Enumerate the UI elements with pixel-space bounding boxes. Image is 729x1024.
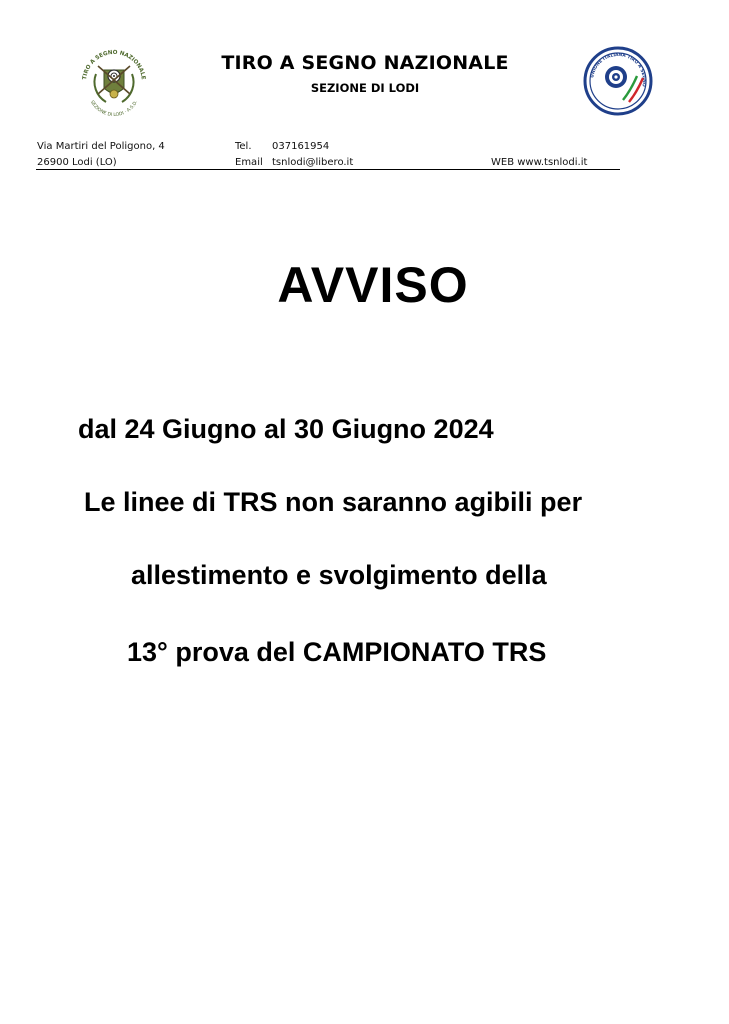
email-label: Email [235,157,263,168]
notice-line-2: allestimento e svolgimento della [131,560,547,590]
address-line-2: 26900 Lodi (LO) [37,157,117,168]
org-subtitle: SEZIONE DI LODI [310,81,420,95]
header-divider [36,169,620,170]
svg-text:TIRO A SEGNO NAZIONALE: TIRO A SEGNO NAZIONALE [82,49,146,81]
notice-heading: AVVISO [277,257,469,313]
tel-label: Tel. [235,141,252,152]
tel-value: 037161954 [272,141,330,152]
notice-dates: dal 24 Giugno al 30 Giugno 2024 [78,414,494,444]
tsn-lodi-emblem-icon [72,46,156,116]
svg-text:UNIONE ITALIANA TIRO A SEGNO: UNIONE ITALIANA TIRO A SEGNO [590,52,647,87]
notice-line-3: 13° prova del CAMPIONATO TRS [127,637,547,667]
web-link: WEB www.tsnlodi.it [491,157,588,168]
uits-target-logo-icon [583,46,653,116]
svg-text:SEZIONE DI LODI · A.S.D.: SEZIONE DI LODI · A.S.D. [88,100,140,116]
email-value: tsnlodi@libero.it [272,157,354,168]
org-title: TIRO A SEGNO NAZIONALE [221,52,509,74]
address-line-1: Via Martiri del Poligono, 4 [37,141,165,152]
notice-line-1: Le linee di TRS non saranno agibili per [84,487,583,517]
